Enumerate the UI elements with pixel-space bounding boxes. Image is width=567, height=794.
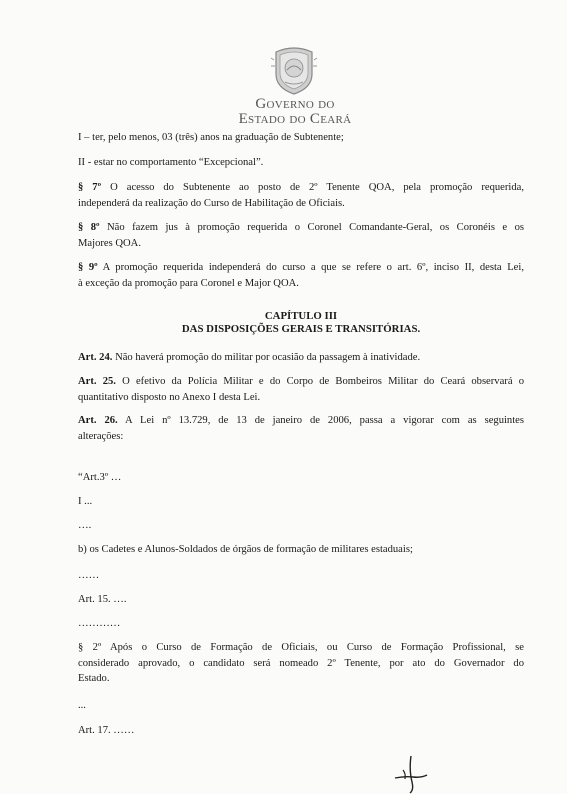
inciso-ii: II - estar no comportamento “Excepcional”. (78, 157, 264, 168)
paragraph-7-line-1: O acesso do Subtenente ao posto de 2º Tenente QOA, pela promoção requerida, (110, 182, 524, 193)
quoted-paragraph-2-line-3: Estado. (78, 673, 110, 684)
paragraph-9-line-2: à exceção da promoção para Coronel e Major QOA. (78, 277, 299, 289)
paragraph-9 (78, 260, 524, 291)
quoted-art-17: Art. 17. …… (78, 725, 135, 736)
quoted-ellipsis-1: …. (78, 520, 92, 531)
inciso-i: I – ter, pelo menos, 03 (três) anos na graduação de Subtenente; (78, 132, 344, 143)
article-25-line-1: O efetivo da Polícia Militar e do Corpo de Bombeiros Militar do Ceará observará o (122, 376, 524, 387)
article-24 (78, 350, 420, 365)
quoted-paragraph-2-line-2: considerado aprovado, o candidato será nomeado 2º Tenente, por ato do Governador do (78, 657, 524, 669)
article-26-line-1: A Lei nº 13.729, de 13 de janeiro de 2006, passa a vigorar com as seguintes (125, 415, 524, 426)
signature-initials (393, 752, 429, 794)
quoted-item-b: b) os Cadetes e Alunos-Soldados de órgãos de formação de militares estaduais; (78, 544, 413, 555)
paragraph-9-line-1: A promoção requerida independerá do curso a que se refere o art. 6º, inciso II, desta Lei, (102, 262, 524, 273)
paragraph-7 (78, 180, 524, 211)
article-25-line-2: quantitativo disposto no Anexo I desta Lei. (78, 391, 261, 403)
chapter-title: CAPÍTULO III (264, 310, 338, 322)
quoted-art-15: Art. 15. …. (78, 594, 127, 605)
header-line-2: Estado do Ceará (238, 111, 352, 127)
quoted-inciso-i: I ... (78, 496, 93, 507)
paragraph-7-line-2: independerá da realização do Curso de Habilitação de Oficiais. (78, 197, 345, 209)
chapter-subtitle: DAS DISPOSIÇÕES GERAIS E TRANSITÓRIAS. (181, 323, 421, 335)
quoted-paragraph-2-line-1: § 2º Após o Curso de Formação de Oficiais, ou Curso de Formação Profissional, se (78, 642, 524, 653)
header-line-1: Governo do (255, 96, 335, 112)
quoted-ellipsis-2: …… (78, 570, 100, 581)
paragraph-7-label: § 7º (78, 182, 102, 193)
article-26 (78, 413, 524, 444)
paragraph-8-line-1: Não fazem jus à promoção requerida o Coronel Comandante-Geral, os Coronéis e os (107, 222, 524, 233)
quoted-ellipsis-4: ... (78, 700, 86, 711)
paragraph-9-label: § 9º (78, 262, 98, 273)
article-25 (78, 374, 524, 405)
article-26-line-2: alterações: (78, 430, 124, 442)
article-24-text: Não haverá promoção do militar por ocasião da passagem à inatividade. (115, 352, 421, 363)
quoted-paragraph-2 (78, 640, 524, 687)
paragraph-8-line-2: Majores QOA. (78, 237, 141, 249)
article-24-label: Art. 24. (78, 352, 113, 363)
paragraph-8-label: § 8º (78, 222, 100, 233)
article-25-label: Art. 25. (78, 376, 116, 387)
article-26-label: Art. 26. (78, 415, 118, 426)
quoted-ellipsis-3: ………… (78, 618, 121, 629)
state-seal-icon (270, 44, 318, 96)
paragraph-8 (78, 220, 524, 251)
quoted-art-3: “Art.3º … (78, 472, 122, 483)
